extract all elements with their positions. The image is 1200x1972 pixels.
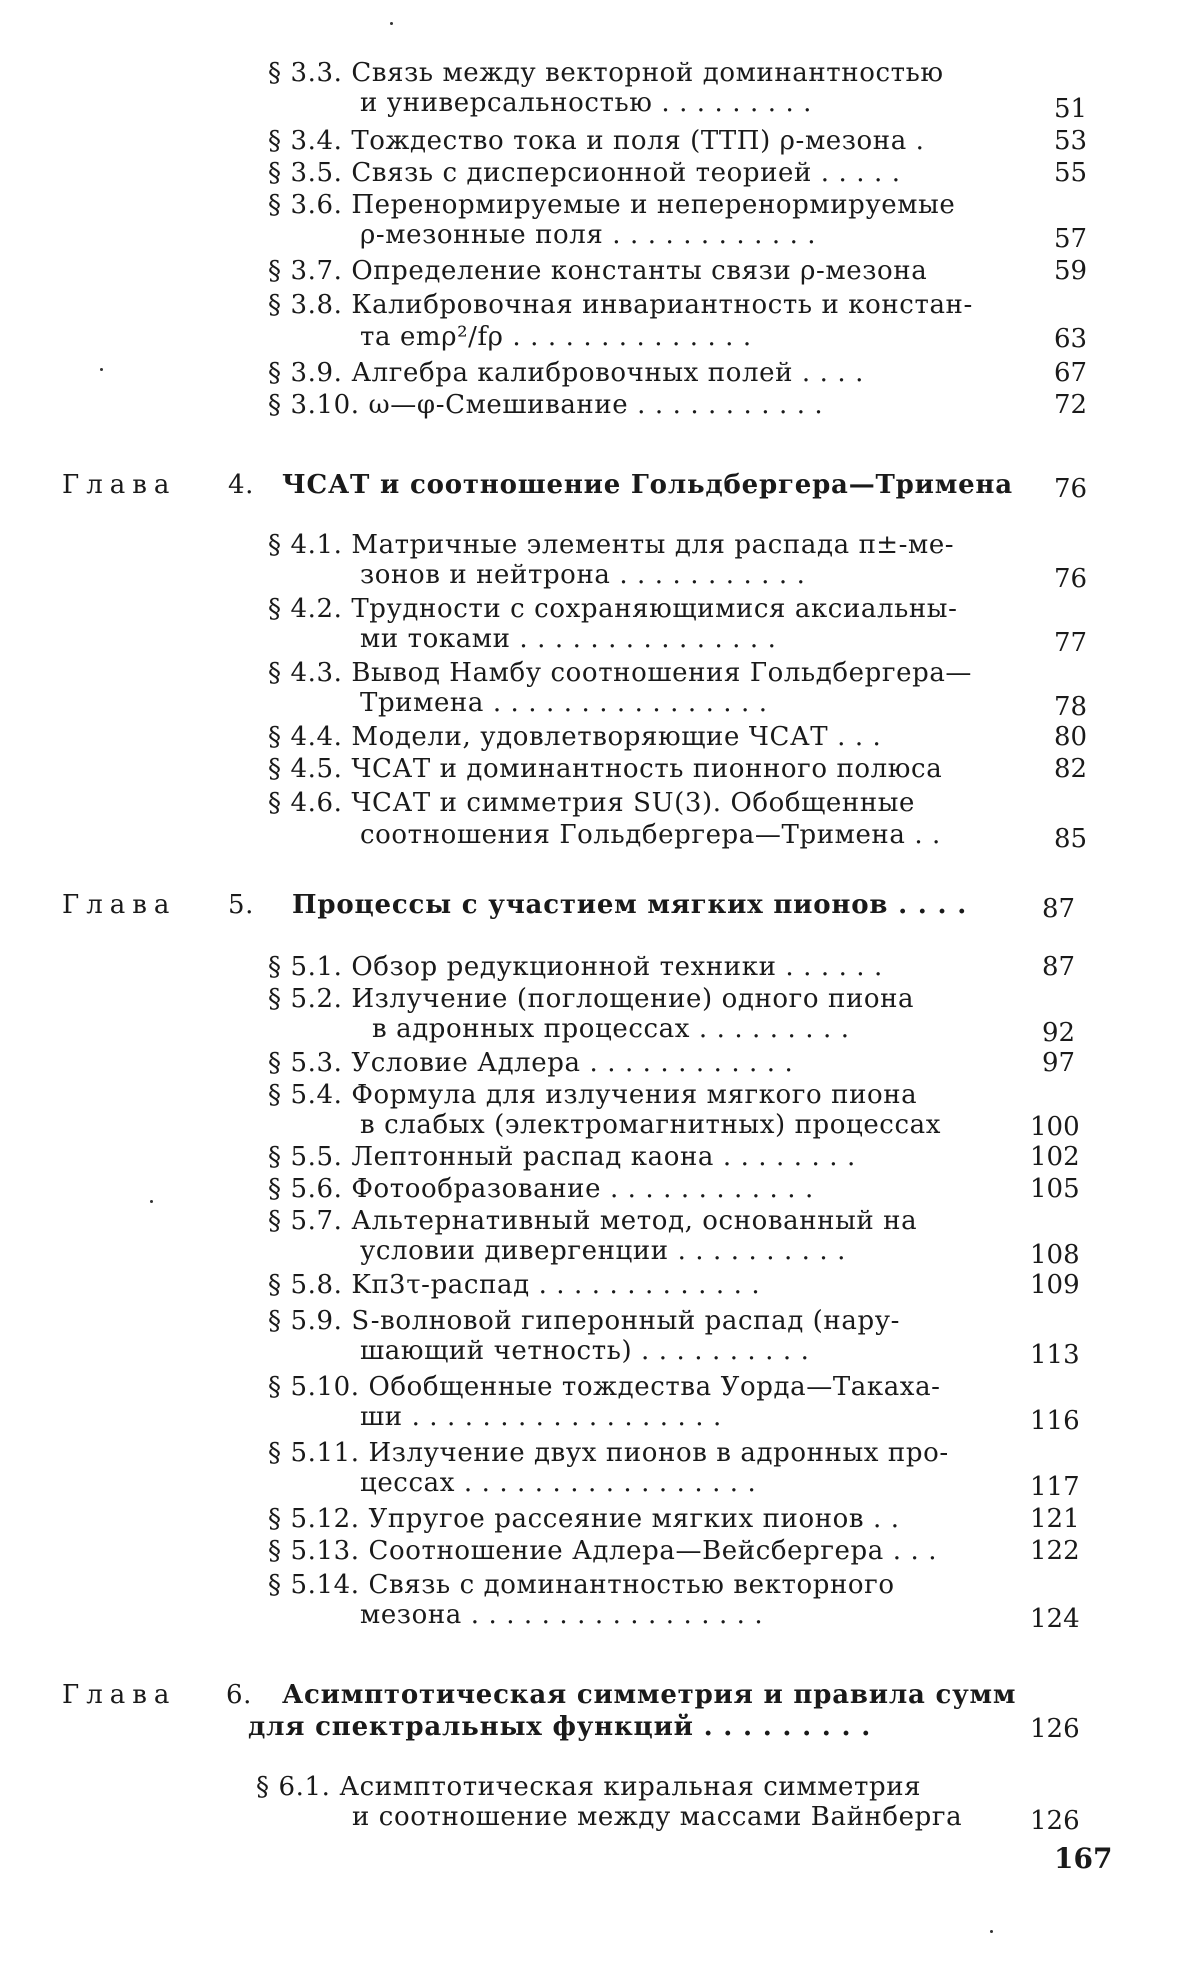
entry-title-continued: условии дивергенции . . . . . . . . . . <box>360 1236 847 1266</box>
page-ref: 92 <box>1042 1018 1076 1048</box>
entry-title: § 5.9. S-волновой гиперонный распад (нару- <box>268 1306 900 1336</box>
entry-title: § 3.10. ω—φ-Смешивание . . . . . . . . . . . <box>268 390 824 420</box>
page-ref: 108 <box>1030 1240 1080 1270</box>
chapter-title: Асимптотическая симметрия и правила сумм <box>282 1680 1017 1710</box>
page-ref: 121 <box>1030 1504 1080 1534</box>
page-ref: 87 <box>1042 894 1076 924</box>
entry-title-continued: ми токами . . . . . . . . . . . . . . . <box>360 624 777 654</box>
entry-title: § 5.4. Формула для излучения мягкого пиона <box>268 1080 918 1110</box>
page-ref: 57 <box>1054 224 1088 254</box>
entry-title-continued: соотношения Гольдбергера—Тримена . . <box>360 820 941 850</box>
page-ref: 63 <box>1054 324 1088 354</box>
page-ref: 117 <box>1030 1472 1080 1502</box>
entry-title: § 3.5. Связь с дисперсионной теорией . . . . . <box>268 158 901 188</box>
entry-title: § 5.5. Лептонный распад каона . . . . . . . . <box>268 1142 856 1172</box>
chapter-title-continued: для спектральных функций . . . . . . . . . <box>248 1712 872 1742</box>
page-ref: 55 <box>1054 158 1088 188</box>
entry-title-continued: цессах . . . . . . . . . . . . . . . . . <box>360 1468 757 1498</box>
entry-title-continued: та emρ²/fρ . . . . . . . . . . . . . . <box>360 322 752 352</box>
chapter-number: 6. <box>226 1680 253 1710</box>
scan-speck <box>990 1930 993 1933</box>
entry-title: § 3.7. Определение константы связи ρ-мезона <box>268 256 928 286</box>
page-ref: 100 <box>1030 1112 1080 1142</box>
page-ref: 72 <box>1054 390 1088 420</box>
entry-title-continued: в адронных процессах . . . . . . . . . <box>372 1014 850 1044</box>
entry-title-continued: и универсальностью . . . . . . . . . <box>360 88 813 118</box>
entry-title: § 5.10. Обобщенные тождества Уорда—Такаха- <box>268 1372 941 1402</box>
page-number: 167 <box>1054 1842 1113 1875</box>
entry-title: § 5.6. Фотообразование . . . . . . . . . . . . <box>268 1174 814 1204</box>
entry-title: § 3.8. Калибровочная инвариантность и констан- <box>268 290 973 320</box>
entry-title-continued: ши . . . . . . . . . . . . . . . . . . <box>360 1402 722 1432</box>
page-ref: 51 <box>1054 94 1088 124</box>
entry-title: § 4.5. ЧСАТ и доминантность пионного полюса <box>268 754 943 784</box>
entry-title: § 5.14. Связь с доминантностью векторного <box>268 1570 895 1600</box>
page-ref: 76 <box>1054 564 1088 594</box>
entry-title: § 5.1. Обзор редукционной техники . . . . . . <box>268 952 883 982</box>
page-ref: 97 <box>1042 1048 1076 1078</box>
page-ref: 67 <box>1054 358 1088 388</box>
entry-title-continued: мезона . . . . . . . . . . . . . . . . . <box>360 1600 764 1630</box>
chapter-title: ЧСАТ и соотношение Гольдбергера—Тримена <box>282 470 1013 500</box>
page-ref: 82 <box>1054 754 1088 784</box>
entry-title: § 3.3. Связь между векторной доминантностью <box>268 58 944 88</box>
entry-title-continued: Тримена . . . . . . . . . . . . . . . . <box>360 688 768 718</box>
chapter-word: Глава <box>62 470 177 500</box>
page-ref: 85 <box>1054 824 1088 854</box>
page-ref: 76 <box>1054 474 1088 504</box>
page-ref: 126 <box>1030 1714 1080 1744</box>
page-ref: 113 <box>1030 1340 1080 1370</box>
entry-title: § 5.11. Излучение двух пионов в адронных про- <box>268 1438 949 1468</box>
entry-title: § 5.12. Упругое рассеяние мягких пионов . . <box>268 1504 900 1534</box>
entry-title: § 5.13. Соотношение Адлера—Вейсбергера . . . <box>268 1536 938 1566</box>
page-ref: 59 <box>1054 256 1088 286</box>
entry-title-continued: и соотношение между массами Вайнберга <box>352 1802 963 1832</box>
page-ref: 78 <box>1054 692 1088 722</box>
page-ref: 122 <box>1030 1536 1080 1566</box>
entry-title: § 3.4. Тождество тока и поля (ТТП) ρ-мезона . <box>268 126 925 156</box>
entry-title: § 5.2. Излучение (поглощение) одного пиона <box>268 984 915 1014</box>
page-ref: 53 <box>1054 126 1088 156</box>
entry-title: § 4.4. Модели, удовлетворяющие ЧСАТ . . . <box>268 722 882 752</box>
page-ref: 87 <box>1042 952 1076 982</box>
entry-title: § 3.9. Алгебра калибровочных полей . . . . <box>268 358 864 388</box>
page-ref: 109 <box>1030 1270 1080 1300</box>
entry-title: § 4.1. Матричные элементы для распада π±-ме- <box>268 530 955 560</box>
page-ref: 80 <box>1054 722 1088 752</box>
scan-speck <box>100 368 103 371</box>
entry-title: § 4.6. ЧСАТ и симметрия SU(3). Обобщенные <box>268 788 916 818</box>
page-ref: 126 <box>1030 1806 1080 1836</box>
page-ref: 77 <box>1054 628 1088 658</box>
entry-title: § 3.6. Перенормируемые и неперенормируемые <box>268 190 956 220</box>
entry-title: § 5.8. Kπ3τ-распад . . . . . . . . . . . . . <box>268 1270 761 1300</box>
page-ref: 105 <box>1030 1174 1080 1204</box>
chapter-word: Глава <box>62 890 177 920</box>
entry-title-continued: шающий четность) . . . . . . . . . . <box>360 1336 810 1366</box>
entry-title-continued: зонов и нейтрона . . . . . . . . . . . <box>360 560 806 590</box>
scan-speck <box>150 1200 153 1203</box>
chapter-title: Процессы с участием мягких пионов . . . . <box>292 890 968 920</box>
entry-title: § 6.1. Асимптотическая киральная симметрия <box>256 1772 922 1802</box>
chapter-number: 4. <box>228 470 255 500</box>
entry-title: § 5.3. Условие Адлера . . . . . . . . . . . . <box>268 1048 794 1078</box>
entry-title-continued: в слабых (электромагнитных) процессах <box>360 1110 941 1140</box>
page-ref: 116 <box>1030 1406 1080 1436</box>
chapter-word: Глава <box>62 1680 177 1710</box>
entry-title-continued: ρ-мезонные поля . . . . . . . . . . . . <box>360 220 817 250</box>
page-ref: 124 <box>1030 1604 1080 1634</box>
page-ref: 102 <box>1030 1142 1080 1172</box>
scan-speck <box>390 22 393 25</box>
entry-title: § 5.7. Альтернативный метод, основанный на <box>268 1206 918 1236</box>
entry-title: § 4.2. Трудности с сохраняющимися аксиальны- <box>268 594 958 624</box>
chapter-number: 5. <box>228 890 255 920</box>
entry-title: § 4.3. Вывод Намбу соотношения Гольдбергера— <box>268 658 973 688</box>
